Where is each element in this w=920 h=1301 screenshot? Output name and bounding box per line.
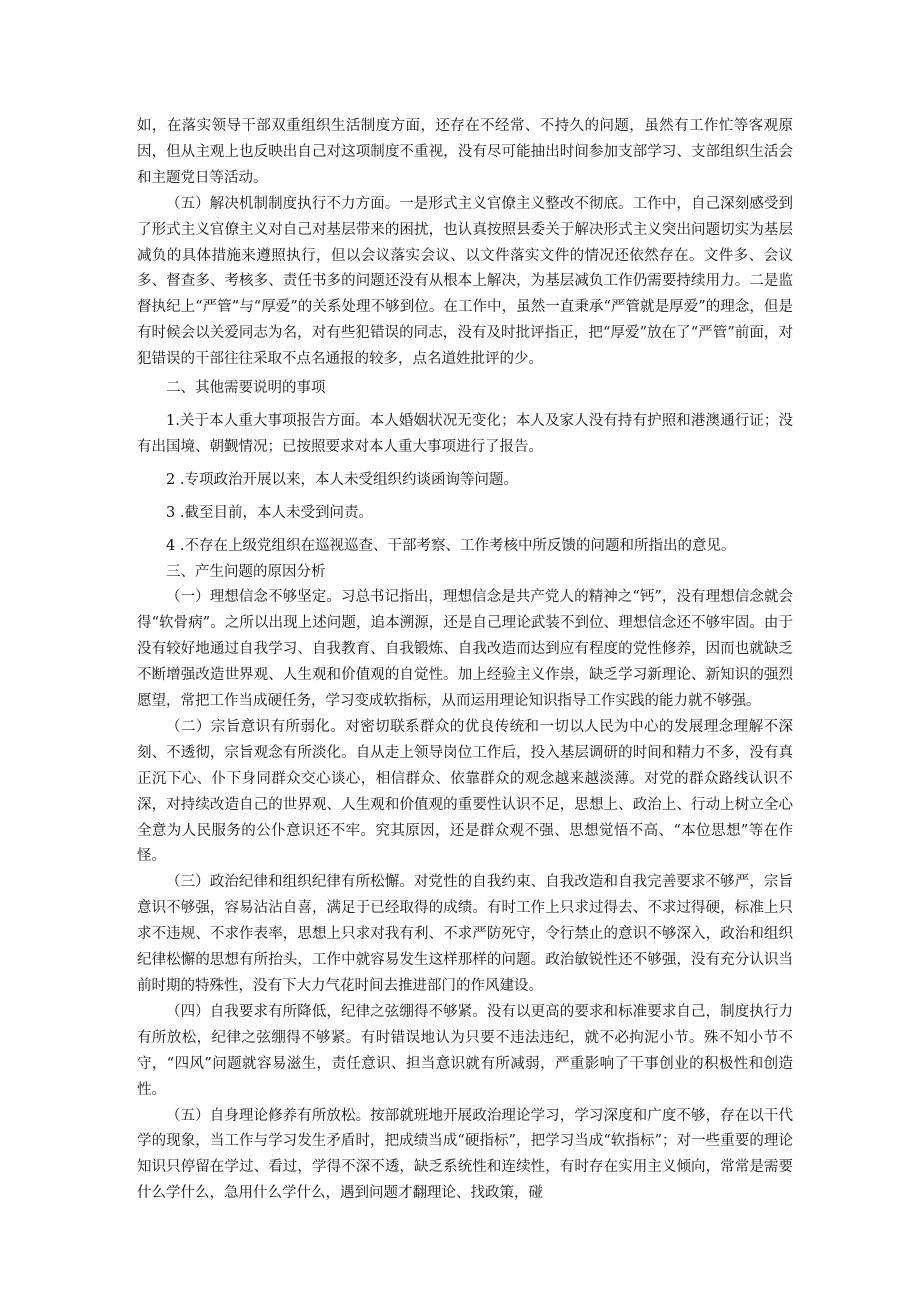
paragraph-cause-self-requirement: （四）自我要求有所降低，纪律之弦绷得不够紧。没有以更高的要求和标准要求自己，制度执行力有所放松，纪律之弦绷得不够紧。有时错误地认为只要不违法违纪，就不必拘泥小节。殊不知小节不守，“四风”问题就容易滋生，责任意识、担当意识就有所减弱，严重影响了干事创业的积极性和创造性。 xyxy=(137,1003,793,1098)
list-item-accountability: 3 .截至目前，本人未受到问责。 xyxy=(166,504,373,521)
list-item-inspection-feedback: 4 .不存在上级党组织在巡视巡查、干部考察、工作考核中所反馈的问题和所指出的意见。 xyxy=(166,537,736,554)
paragraph-continuation: 如，在落实领导干部双重组织生活制度方面，还存在不经常、不持久的问题，虽然有工作忙等客观原因，但从主观上也反映出自己对这项制度不重视，没有尽可能抽出时间参加支部学习、支部组织生活会和主题党日等活动。 xyxy=(137,118,793,186)
paragraph-cause-discipline: （三）政治纪律和组织纪律有所松懈。对党性的自我约束、自我改造和自我完善要求不够严，宗旨意识不够强，容易沾沾自喜，满足于已经取得的成绩。有时工作上只求过得去、不求过得硬，标准上只求不违规、不求作表率，思想上只求对我有利、不求严防死守，令行禁止的意识不够深入，政治和组织纪律松懈的思想有所抬头，工作中就容易发生这样那样的问题。政治敏锐性还不够强，没有充分认识当前时期的特殊性，没有下大力气花时间去推进部门的作风建设。 xyxy=(137,874,793,994)
paragraph-cause-purpose: （二）宗旨意识有所弱化。对密切联系群众的优良传统和一切以人民为中心的发展理念理解不深刻、不透彻，宗旨观念有所淡化。自从走上领导岗位工作后，投入基层调研的时间和精力不多，没有真正沉下心、仆下身同群众交心谈心，相信群众、依靠群众的观念越来越淡薄。对党的群众路线认识不深，对持续改造自己的世界观、人生观和价值观的重要性认识不足，思想上、政治上、行动上树立全心全意为人民服务的公仆意识还不牢。究其原因，还是群众观不强、思想觉悟不高、“本位思想”等在作怪。 xyxy=(137,718,793,865)
paragraph-cause-theory: （五）自身理论修养有所放松。按部就班地开展政治理论学习，学习深度和广度不够，存在以干代学的现象，当工作与学习发生矛盾时，把成绩当成“硬指标”，把学习当成“软指标”；对一些重要的理论知识只停留在学过、看过，学得不深不透，缺乏系统性和连续性，有时存在实用主义倾向，常常是需要什么学什么，急用什么学什么，遇到问题才翻理论、找政策，碰 xyxy=(137,1107,793,1202)
section-heading-cause-analysis: 三、产生问题的原因分析 xyxy=(166,563,326,580)
list-item-major-matters: 1.关于本人重大事项报告方面。本人婚姻状况无变化；本人及家人没有持有护照和港澳通行证；没有出国境、朝觐情况；已按照要求对本人重大事项进行了报告。 xyxy=(137,412,793,455)
document-page xyxy=(137,114,793,1207)
paragraph-mechanism-execution: （五）解决机制制度执行不力方面。一是形式主义官僚主义整改不彻底。工作中，自己深刻感受到了形式主义官僚主义对自己对基层带来的困扰，也认真按照县委关于解决形式主义突出问题切实为基层减负的具体措施来遵照执行，但以会议落实会议、以文件落实文件的情况还依然存在。文件多、会议多、督查多、考核多、责任书多的问题还没有从根本上解决，为基层减负工作仍需要持续用力。二是监督执纪上“严管”与“厚爱”的关系处理不够到位。在工作中，虽然一直秉承“严管就是厚爱”的理念，但是有时候会以关爱同志为名，对有些犯错误的同志，没有及时批评指正，把“厚爱”放在了“严管”前面，对犯错误的干部往往采取不点名通报的较多，点名道姓批评的少。 xyxy=(137,195,793,368)
list-item-interview: 2 .专项政治开展以来，本人未受组织约谈函询等问题。 xyxy=(166,471,518,488)
paragraph-cause-ideals: （一）理想信念不够坚定。习总书记指出，理想信念是共产党人的精神之“钙”，没有理想信念就会得“软骨病”。之所以出现上述问题，追本溯源，还是自己理论武装不到位、理想信念还不够牢固。由于没有较好地通过自我学习、自我教育、自我锻炼、自我改造而达到应有程度的党性修养，因而也就缺乏不断增强改造世界观、人生观和价值观的自觉性。加上经验主义作祟，缺乏学习新理论、新知识的强烈愿望，常把工作当成硬任务，学习变成软指标，从而运用理论知识指导工作实践的能力就不够强。 xyxy=(137,589,793,710)
section-heading-other-matters: 二、其他需要说明的事项 xyxy=(166,380,326,397)
